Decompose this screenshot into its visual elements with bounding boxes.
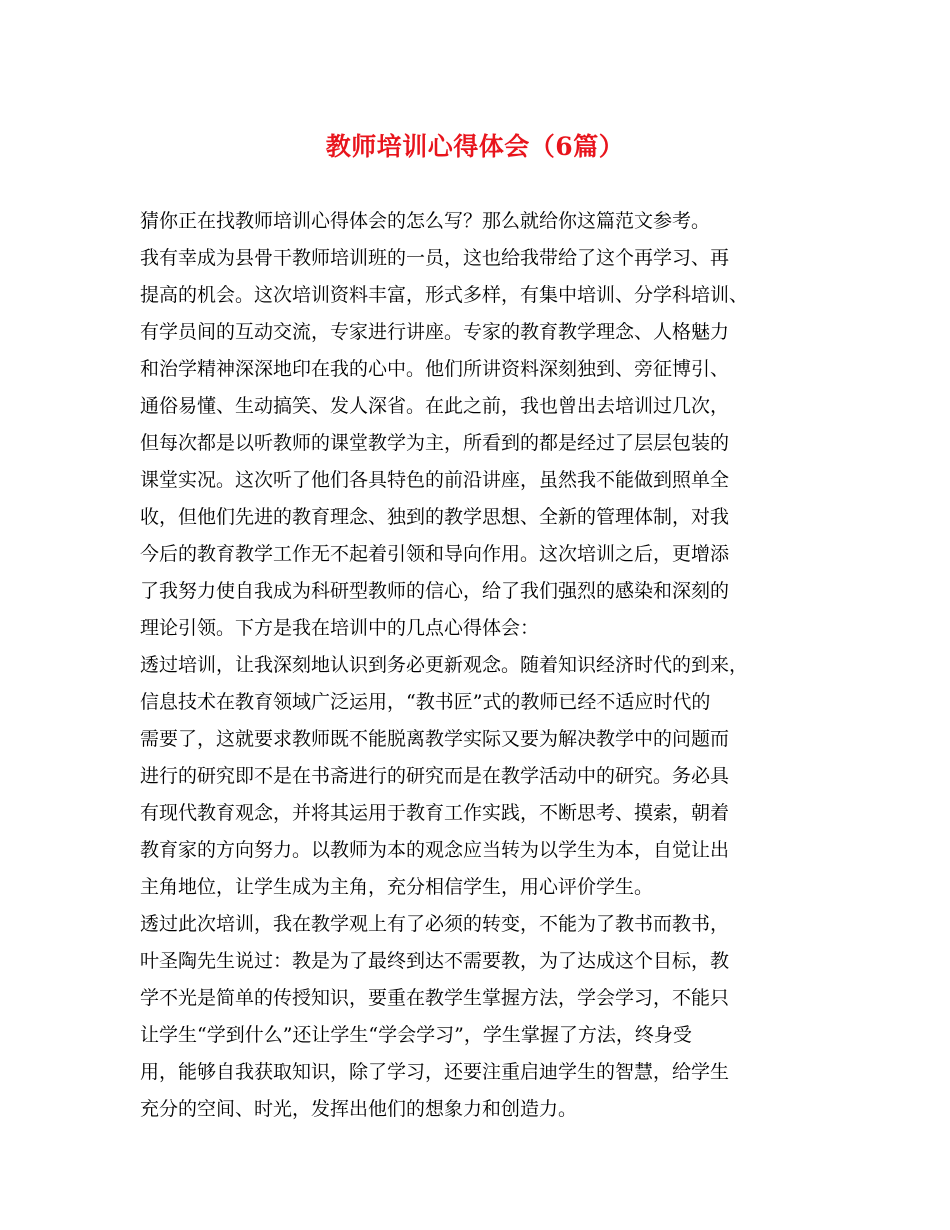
text-line: 了我努力使自我成为科研型教师的信心，给了我们强烈的感染和深刻的 bbox=[140, 580, 730, 602]
text-line: 透过此次培训，我在教学观上有了必须的转变，不能为了教书而教书， bbox=[140, 913, 730, 935]
text-line: 但每次都是以听教师的课堂教学为主，所看到的都是经过了层层包装的 bbox=[140, 432, 730, 454]
text-line: 通俗易懂、生动搞笑、发人深省。在此之前，我也曾出去培训过几次， bbox=[140, 395, 730, 417]
text-line: 和治学精神深深地印在我的心中。他们所讲资料深刻独到、旁征博引、 bbox=[140, 358, 730, 380]
text-line: 有学员间的互动交流，专家进行讲座。专家的教育教学理念、人格魅力 bbox=[140, 321, 730, 343]
text-line: 充分的空间、时光，发挥出他们的想象力和创造力。 bbox=[140, 1098, 578, 1120]
text-line: 主角地位，让学生成为主角，充分相信学生，用心评价学生。 bbox=[140, 876, 654, 898]
text-line: 我有幸成为县骨干教师培训班的一员，这也给我带给了这个再学习、再 bbox=[140, 247, 730, 269]
text-line: 叶圣陶先生说过：教是为了最终到达不需要教，为了达成这个目标，教 bbox=[140, 950, 730, 972]
text-line: 进行的研究即不是在书斋进行的研究而是在教学活动中的研究。务必具 bbox=[140, 765, 730, 787]
text-line: 学不光是简单的传授知识，要重在教学生掌握方法，学会学习，不能只 bbox=[140, 987, 730, 1009]
text-line: 透过培训，让我深刻地认识到务必更新观念。随着知识经济时代的到来， bbox=[140, 654, 749, 676]
text-line: 有现代教育观念，并将其运用于教育工作实践，不断思考、摸索，朝着 bbox=[140, 802, 730, 824]
text-line: 让学生“学到什么”还让学生“学会学习”，学生掌握了方法，终身受 bbox=[140, 1024, 692, 1046]
text-line: 课堂实况。这次听了他们各具特色的前沿讲座，虽然我不能做到照单全 bbox=[140, 469, 730, 491]
document-body bbox=[140, 203, 830, 1128]
text-line: 猜你正在找教师培训心得体会的怎么写？那么就给你这篇范文参考。 bbox=[140, 210, 711, 232]
text-line: 提高的机会。这次培训资料丰富，形式多样，有集中培训、分学科培训、 bbox=[140, 284, 749, 306]
document-title: 教师培训心得体会（6篇） bbox=[325, 132, 625, 161]
text-line: 理论引领。下方是我在培训中的几点心得体会： bbox=[140, 617, 540, 639]
text-line: 教育家的方向努力。以教师为本的观念应当转为以学生为本，自觉让出 bbox=[140, 839, 730, 861]
text-line: 用，能够自我获取知识，除了学习，还要注重启迪学生的智慧，给学生 bbox=[140, 1061, 730, 1083]
text-line: 收，但他们先进的教育理念、独到的教学思想、全新的管理体制，对我 bbox=[140, 506, 730, 528]
text-line: 信息技术在教育领域广泛运用，“教书匠”式的教师已经不适应时代的 bbox=[140, 691, 711, 713]
text-line: 需要了，这就要求教师既不能脱离教学实际又要为解决教学中的问题而 bbox=[140, 728, 730, 750]
text-line: 今后的教育教学工作无不起着引领和导向作用。这次培训之后，更增添 bbox=[140, 543, 730, 565]
